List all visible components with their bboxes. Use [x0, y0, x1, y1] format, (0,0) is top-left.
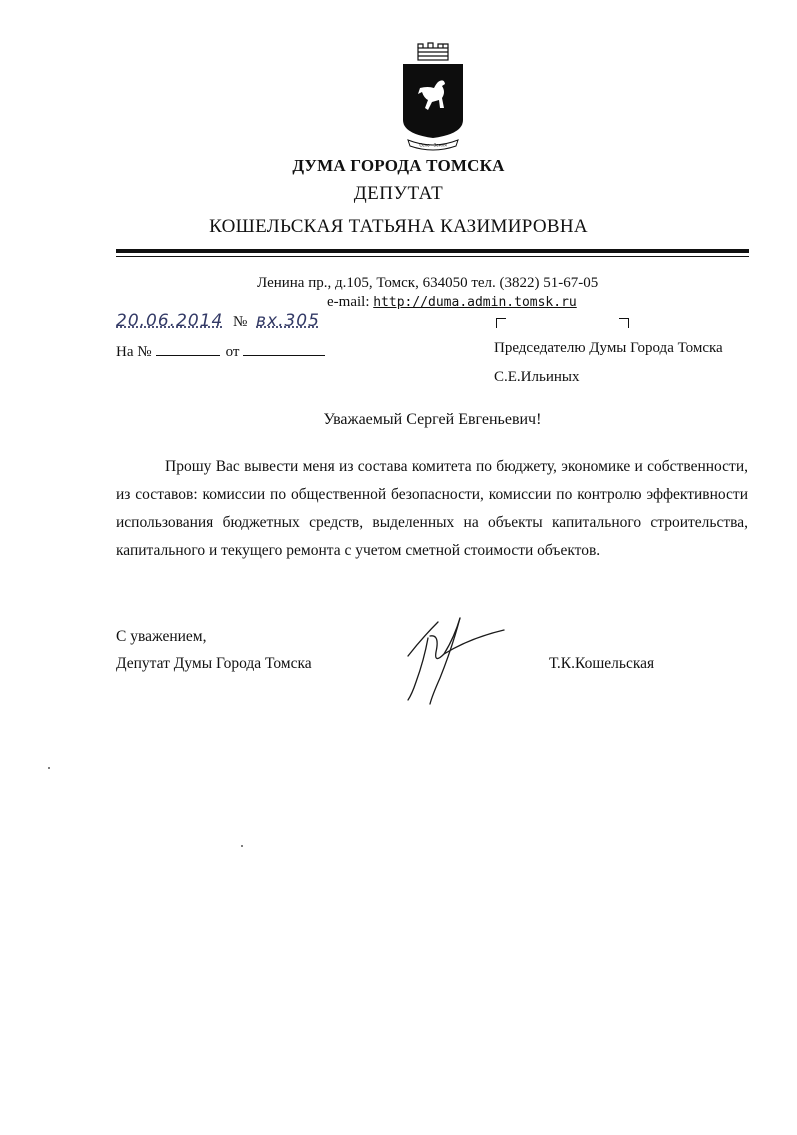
svg-text:Село - Земля: Село - Земля: [419, 142, 447, 148]
body-line: капитального и текущего ремонта с учетом сметной стоимости объектов.: [116, 542, 601, 559]
body-line: использования бюджетных средств, выделенных на объекты капитального строительства,: [116, 514, 748, 531]
reference-number-label: На №: [116, 344, 152, 360]
email-row: [327, 294, 577, 311]
body-line: из составов: комиссии по общественной безопасности, комиссии по контролю эффективности: [116, 486, 748, 503]
body-line: Прошу Вас вывести меня из состава комитета по бюджету, экономике и собственности,: [165, 458, 748, 475]
header-rule-thin: [116, 256, 749, 257]
organization-title: ДУМА ГОРОДА ТОМСКА: [292, 156, 505, 175]
reference-date-blank: [243, 341, 325, 356]
signer-name: Т.К.Кошельская: [549, 655, 655, 672]
handwritten-signature: [400, 608, 510, 708]
scan-speck: [241, 845, 243, 847]
address-line: Ленина пр., д.105, Томск, 634050 тел. (3822) 51-67-05: [257, 275, 599, 291]
closing-position: Депутат Думы Города Томска: [116, 655, 312, 672]
reference-from-label: от: [225, 344, 240, 360]
deputy-name: КОШЕЛЬСКАЯ ТАТЬЯНА КАЗИМИРОВНА: [209, 216, 588, 237]
addressee-title: Председателю Думы Города Томска: [494, 340, 723, 356]
outgoing-number-handwritten: вх.305: [256, 311, 320, 331]
outgoing-registration: [116, 309, 356, 335]
address-corner-left: [496, 318, 506, 328]
header-rule-thick: [116, 249, 749, 253]
reference-row: [116, 341, 325, 361]
coat-of-arms-icon: [398, 42, 468, 154]
email-label: e-mail:: [327, 294, 374, 310]
scan-speck: [48, 767, 50, 769]
position-title: ДЕПУТАТ: [353, 183, 444, 204]
salutation: Уважаемый Сергей Евгеньевич!: [323, 411, 542, 428]
email-link[interactable]: http://duma.admin.tomsk.ru: [373, 295, 577, 310]
addressee-name: С.Е.Ильиных: [494, 369, 580, 385]
outgoing-date-handwritten: 20.06.2014: [116, 311, 224, 331]
closing-regards: С уважением,: [116, 628, 207, 645]
reference-number-blank: [156, 341, 220, 356]
address-corner-right: [619, 318, 629, 328]
outgoing-number-label: №: [233, 314, 248, 330]
